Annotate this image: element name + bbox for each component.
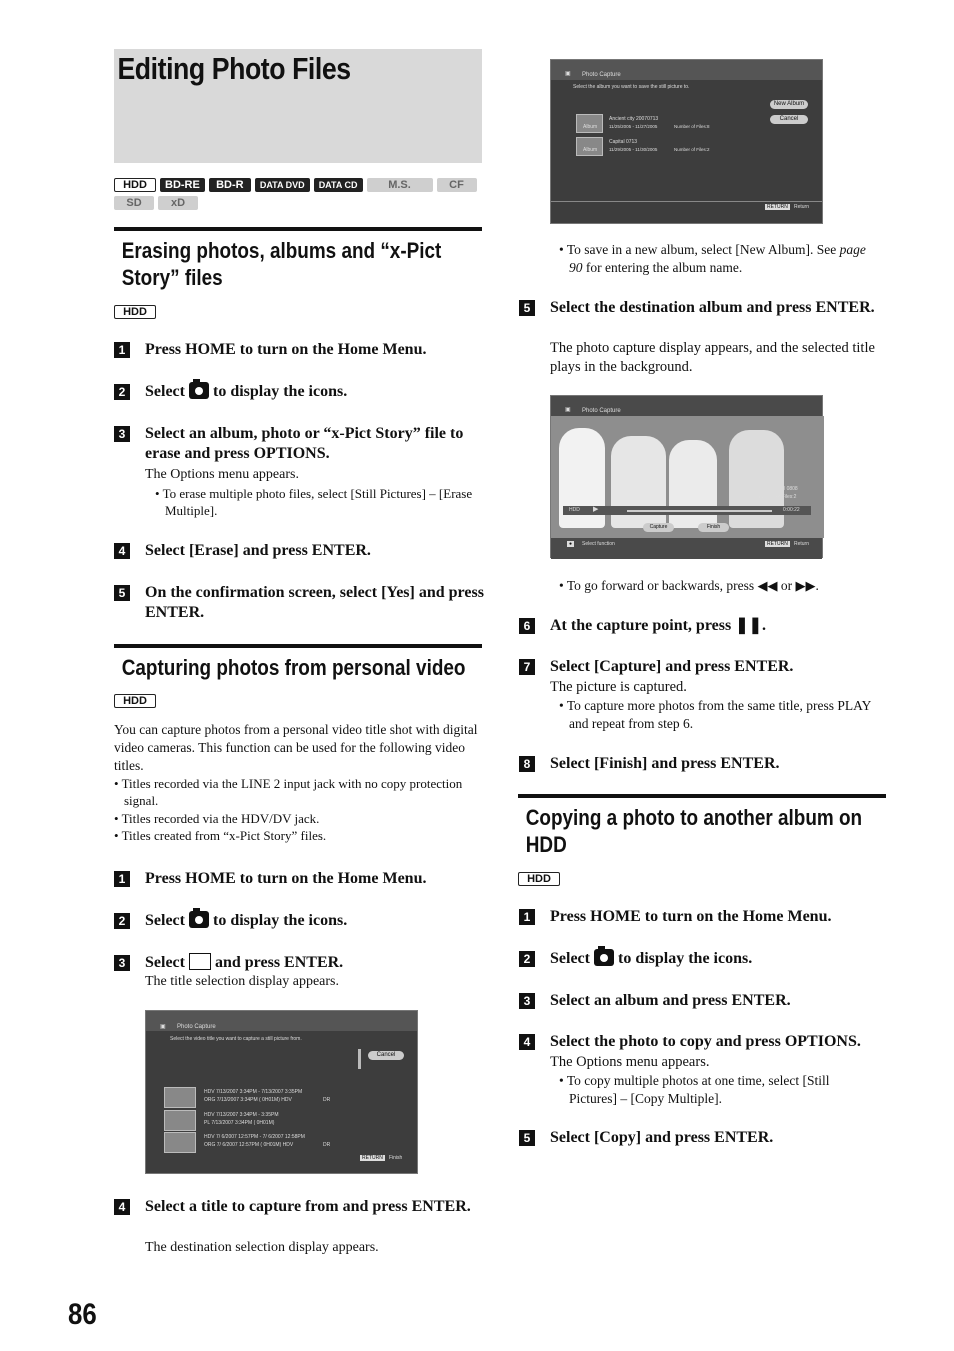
step-number: 6 [519, 618, 535, 634]
step-6 [519, 616, 889, 636]
title-selection-screenshot [145, 1010, 418, 1174]
step-5 [519, 1128, 889, 1148]
bullet-text: • To save in a new album, select [New Album]. See [559, 242, 837, 257]
album-name[interactable]: Ancient city 20070713 [609, 116, 659, 122]
step-2 [519, 949, 889, 969]
step-number: 8 [519, 756, 535, 772]
finish-button[interactable]: Finish [698, 523, 729, 532]
step-8 [519, 754, 889, 774]
progress-track[interactable] [627, 510, 772, 512]
photo-capture-icon: ▣ [160, 1024, 166, 1030]
cancel-button[interactable]: Cancel [770, 115, 808, 124]
step-3 [519, 991, 889, 1011]
step-body: The picture is captured. [550, 679, 687, 695]
step-body: The Options menu appears. [145, 467, 299, 482]
screen-header: Photo Capture [582, 72, 621, 78]
section-heading: Copying a photo to another album on HDD [525, 805, 863, 857]
bullet-text: • To go forward or backwards, press [559, 578, 755, 593]
camera-icon [594, 949, 614, 966]
return-key: RETURN [767, 541, 788, 547]
album-dates: 11/29/2005 - 11/30/2005 [609, 147, 658, 152]
step-text: Select the destination album and press ENTER. [550, 299, 875, 316]
screen-prompt: Select the video title you want to capture a still picture from. [170, 1036, 302, 1042]
badge-ms: M.S. [367, 178, 433, 192]
step-4 [114, 541, 484, 561]
bullet: • Titles recorded via the HDV/DV jack. [114, 811, 320, 826]
title-thumbnail[interactable] [164, 1110, 196, 1131]
cancel-button[interactable]: Cancel [368, 1051, 404, 1060]
step-text: Press HOME to turn on the Home Menu. [145, 870, 427, 887]
title-row-line[interactable]: HDV 7/13/2007 3:34PM - 3:35PM [204, 1112, 279, 1118]
step-number: 2 [114, 384, 130, 400]
scrollbar[interactable] [358, 1049, 361, 1069]
step-text: . [762, 617, 766, 634]
page-number: 86 [68, 1298, 97, 1331]
screen-header: Photo Capture [177, 1024, 216, 1030]
step-text: Select [Finish] and press ENTER. [550, 755, 780, 772]
bullet: • Titles created from “x-Pict Story” files. [114, 828, 327, 843]
step-number: 7 [519, 659, 535, 675]
step-text: Select [550, 950, 590, 967]
intro-text: You can capture photos from a personal video title shot with digital video cameras. This function can be used for the following video titles. [114, 722, 478, 773]
camera-icon [189, 382, 209, 399]
title-banner [114, 49, 482, 163]
album-label: Album [583, 124, 598, 130]
step-7 [519, 657, 889, 677]
section-erasing [114, 227, 482, 291]
divider [551, 201, 822, 202]
video-frame [551, 416, 824, 538]
step-number: 4 [519, 1034, 535, 1050]
album-count: Number of Files:2 [674, 147, 710, 152]
step-text: Select [Copy] and press ENTER. [550, 1129, 774, 1146]
step-2 [114, 382, 484, 402]
step-number: 1 [519, 909, 535, 925]
return-label: Return [794, 541, 810, 547]
bullet-text: or [780, 578, 793, 593]
step-number: 2 [519, 951, 535, 967]
bullet [559, 241, 879, 277]
page-title: Editing Photo Files [117, 51, 351, 86]
badge-bd-re: BD-RE [160, 178, 205, 192]
step-text: to display the icons. [617, 950, 753, 967]
badge-hdd: HDD [114, 694, 156, 708]
return-label: Return [794, 204, 810, 210]
badge-data-dvd: DATA DVD [255, 178, 310, 192]
enter-key-icon: ● [569, 541, 573, 547]
step-text: and press ENTER. [214, 954, 344, 971]
photo-capture-screenshot [550, 395, 823, 558]
step-number: 1 [114, 871, 130, 887]
section-heading: Capturing photos from personal video [121, 655, 466, 680]
step-body: The destination selection display appears. [145, 1240, 379, 1255]
step-number: 4 [114, 543, 130, 559]
fast-forward-icon: ▶▶ [795, 578, 816, 593]
bullet: • To copy multiple photos at one time, select [Still Pictures] – [Copy Multiple]. [559, 1073, 830, 1106]
select-function-label: Select function [582, 541, 615, 547]
step-text: Press HOME to turn on the Home Menu. [145, 341, 427, 358]
step-number: 5 [114, 585, 130, 601]
screen-header: Photo Capture [582, 408, 621, 414]
step-text: to display the icons. [212, 383, 348, 400]
section-capturing [114, 644, 482, 681]
bullet-text: for entering the album name. [585, 260, 743, 275]
bullet [559, 577, 879, 595]
step-4 [519, 1032, 899, 1052]
album-name[interactable]: Capital 0713 [609, 139, 638, 145]
step-text: Select [145, 954, 185, 971]
badge-xd: xD [158, 196, 198, 210]
step-text: to display the icons. [212, 912, 348, 929]
badge-bd-r: BD-R [209, 178, 251, 192]
step-1 [114, 340, 484, 360]
photo-capture-icon: ▣ [565, 407, 571, 413]
step-text: Select an album, photo or “x-Pict Story” file to erase and press OPTIONS. [145, 425, 464, 462]
step-number: 3 [114, 426, 130, 442]
screen-prompt: Select the album you want to save the still picture to. [573, 84, 690, 90]
badge-cf: CF [437, 178, 477, 192]
pause-icon: ❚❚ [735, 617, 762, 634]
step-1 [519, 907, 889, 927]
step-4 [114, 1197, 484, 1217]
media-badges [114, 178, 484, 210]
camera-icon [189, 911, 209, 928]
photo-capture-icon: ▣ [565, 71, 571, 77]
step-5 [519, 298, 889, 318]
step-text: Select a title to capture from and press ENTER. [145, 1198, 471, 1215]
finish-label: Finish [389, 1155, 403, 1161]
album-label: Album [583, 147, 598, 153]
step-3 [114, 424, 484, 464]
badge-hdd: HDD [518, 872, 560, 886]
badge-sd: SD [114, 196, 154, 210]
photo-capture-icon [189, 953, 211, 970]
dr-tag: DR [323, 1097, 331, 1103]
step-text: Select [145, 912, 185, 929]
play-icon: ▶ [593, 506, 599, 513]
badge-hdd: HDD [114, 178, 156, 192]
album-thumbnail[interactable] [576, 114, 603, 133]
badge-hdd: HDD [114, 305, 156, 319]
album-count: Number of Files:8 [674, 124, 710, 129]
new-album-button[interactable]: New Album [770, 100, 808, 109]
title-row-line[interactable]: HDV 7/ 6/2007 12:57PM - 7/ 6/2007 12:58PM [204, 1134, 305, 1140]
time-display: 0:00:22 [783, 507, 800, 513]
title-thumbnail[interactable] [164, 1087, 196, 1108]
step-number: 4 [114, 1199, 130, 1215]
step-body: The Options menu appears. [550, 1054, 710, 1070]
title-row-line[interactable]: ORG 7/ 6/2007 12:57PM ( 0H01M) HDV [204, 1142, 294, 1148]
step-1 [114, 869, 484, 889]
step-text: Select [Capture] and press ENTER. [550, 658, 794, 675]
badge-data-cd: DATA CD [314, 178, 363, 192]
step-text: Select [145, 383, 185, 400]
step-body: The photo capture display appears, and the selected title plays in the background. [550, 340, 875, 375]
step-number: 5 [519, 300, 535, 316]
step-text: At the capture point, press [550, 617, 732, 634]
rewind-icon: ◀◀ [757, 578, 778, 593]
bullet: • To capture more photos from the same title, press PLAY and repeat from step 6. [559, 698, 871, 731]
step-number: 1 [114, 342, 130, 358]
file-count: Number of Files:2 [757, 494, 797, 500]
step-number: 3 [114, 955, 130, 971]
step-number: 3 [519, 993, 535, 1009]
section-copying [518, 794, 886, 858]
bullet: • To erase multiple photo files, select [Still Pictures] – [Erase Multiple]. [155, 486, 473, 518]
section-heading: Erasing photos, albums and “x-Pict Story” files [121, 238, 442, 290]
return-key: RETURN [767, 204, 788, 210]
album-dates: 11/25/2005 - 11/27/2005 [609, 124, 658, 129]
source-label: HDD [569, 507, 580, 513]
return-key: RETURN [362, 1155, 383, 1161]
capture-button[interactable]: Capture [643, 523, 674, 532]
step-body: The title selection display appears. [145, 974, 339, 989]
title-row-line[interactable]: HDV 7/13/2007 3:34PM - 7/13/2007 3:35PM [204, 1089, 303, 1095]
dr-tag: DR [323, 1142, 331, 1148]
title-row-line[interactable]: PL 7/13/2007 3:34PM ( 0H01M) [204, 1120, 275, 1126]
title-row-line[interactable]: ORG 7/13/2007 3:34PM ( 0H01M) HDV [204, 1097, 292, 1103]
title-thumbnail[interactable] [164, 1132, 196, 1153]
step-text: On the confirmation screen, select [Yes] and press ENTER. [145, 584, 484, 621]
step-text: Select [Erase] and press ENTER. [145, 542, 371, 559]
step-text: Press HOME to turn on the Home Menu. [550, 908, 832, 925]
step-text: Select the photo to copy and press OPTIONS. [550, 1033, 861, 1050]
album-thumbnail[interactable] [576, 137, 603, 156]
page-reference[interactable]: page 90 [569, 242, 866, 275]
step-2 [114, 911, 484, 931]
destination-selection-screenshot [550, 59, 823, 224]
bullet-text: . [815, 578, 819, 593]
step-number: 5 [519, 1130, 535, 1146]
bullet: • Titles recorded via the LINE 2 input jack with no copy protection signal. [114, 776, 463, 808]
step-text: Select an album and press ENTER. [550, 992, 791, 1009]
step-number: 2 [114, 913, 130, 929]
step-5 [114, 583, 484, 623]
album-name: Baseball 0808 [766, 486, 798, 492]
step-3 [114, 953, 484, 973]
